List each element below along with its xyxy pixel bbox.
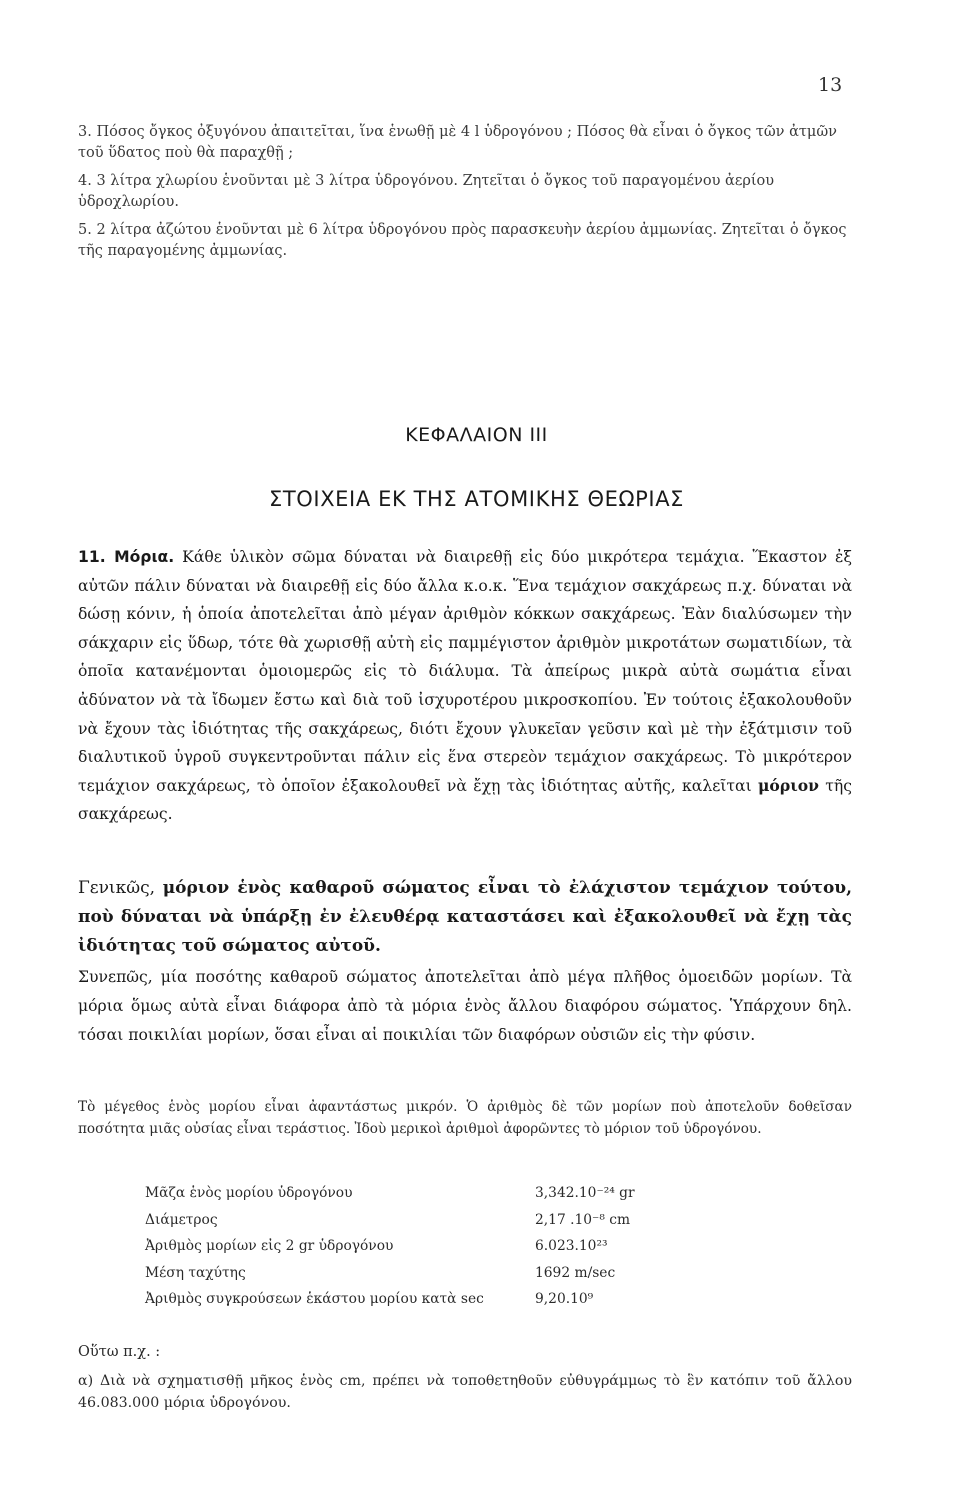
hydrogen-data-table [145, 1180, 705, 1313]
table-row [145, 1180, 705, 1207]
table-label: Ἀριθμὸς μορίων εἰς 2 gr ὑδρογόνου [145, 1238, 394, 1255]
section-text: Κάθε ὑλικὸν σῶμα δύναται νὰ διαιρεθῇ εἰς δύο μικρότερα τεμάχια. Ἕκαστον ἐξ αὐτῶν πάλιν δύναται νὰ διαιρεθῇ εἰς δύο ἄλλα κ.ο.κ. Ἕνα τεμάχιον σακχάρεως π.χ. δύναται νὰ δώσῃ κόνιν, ἡ ὁποία ἀποτελεῖται ἀπὸ μέγαν ἀριθμὸν κόκκων σακχάρεως. Ἐὰν διαλύσωμεν τὴν σάκχαριν εἰς ὕδωρ, τότε θὰ χωρισθῇ αὐτὴ εἰς παμμέγιστον ἀριθμὸν μικροτάτων σωματιδίων, τὰ ὁποῖα κατανέμονται ὁμοιομερῶς εἰς τὸ διάλυμα. Τὰ ἀπείρως μικρὰ αὐτὰ σωμάτια εἶναι ἀδύνατον νὰ τὰ ἴδωμεν ἔστω καὶ διὰ τοῦ ἰσχυροτέρου μικροσκοπίου. Ἐν τούτοις ἐξακολουθοῦν νὰ ἔχουν τὰς ἰδιότητας τῆς σακχάρεως, διότι ἔχουν γλυκεῖαν γεῦσιν καὶ μὲ τὴν ἐξάτμισιν τοῦ διαλυτικοῦ ὑγροῦ συγκεντροῦνται πάλιν εἰς ἕνα στερεὸν τεμάχιον σακχάρεως. Τὸ μικρότερον τεμάχιον σακχάρεως, τὸ ὁποῖον ἐξακολουθεῖ νὰ ἔχῃ τὰς ἰδιότητας αὐτῆς, καλεῖται [78, 548, 852, 795]
table-label: Μᾶζα ἑνὸς μορίου ὑδρογόνου [145, 1185, 353, 1202]
section-text-end: τῆς σακχάρεως. [78, 776, 852, 824]
table-label: Διάμετρος [145, 1211, 218, 1228]
table-value: 6.023.10²³ [535, 1238, 608, 1255]
table-value: 2,17 .10⁻⁸ cm [535, 1211, 631, 1228]
exercise-item: 3. Πόσος ὄγκος ὀξυγόνου ἀπαιτεῖται, ἵνα ἑνωθῇ μὲ 4 l ὑδρογόνου ; Πόσος θὰ εἶναι ὁ ὄγκος τῶν ἀτμῶν τοῦ ὕδατος ποὺ θὰ παραχθῇ ; [78, 124, 837, 161]
table-row [145, 1207, 705, 1234]
exercise-item: 5. 2 λίτρα ἀζώτου ἑνοῦνται μὲ 6 λίτρα ὑδρογόνου πρὸς παρασκευὴν ἀερίου ἀμμωνίας. Ζητεῖται ὁ ὄγκος τῆς παραγομένης ἀμμωνίας. [78, 222, 847, 259]
table-label: Μέση ταχύτης [145, 1264, 246, 1281]
table-row [145, 1286, 705, 1313]
table-row [145, 1233, 705, 1260]
example-item: α) Διὰ νὰ σχηματισθῇ μῆκος ἑνὸς cm, πρέπει νὰ τοποθετηθοῦν εὐθυγράμμως τὸ ἓν κατόπιν τοῦ ἄλλου 46.083.000 μόρια ὑδρογόνου. [78, 1373, 852, 1411]
example-label: Οὕτω π.χ. : [78, 1344, 161, 1360]
table-label: Ἀριθμὸς συγκρούσεων ἑκάστου μορίου κατὰ sec [145, 1291, 484, 1308]
section-paragraph [78, 543, 852, 829]
page-number: 13 [818, 74, 843, 96]
paragraph-molecule-variety: Συνεπῶς, μία ποσότης καθαροῦ σώματος ἀποτελεῖται ἀπὸ μέγα πλῆθος ὁμοειδῶν μορίων. Τὰ μόρια ὅμως αὐτὰ εἶναι διάφορα ἀπὸ τὰ μόρια ἑνὸς ἄλλου διαφόρου σώματος. Ὑπάρχουν δηλ. τόσαι ποικιλίαι μορίων, ὅσαι εἶναι αἱ ποικιλίαι τῶν διαφόρων οὐσιῶν εἰς τὴν φύσιν. [78, 968, 852, 1044]
definition-lead: Γενικῶς, [78, 878, 156, 898]
small-paragraph: Τὸ μέγεθος ἑνὸς μορίου εἶναι ἀφαντάστως μικρόν. Ὁ ἀριθμὸς δὲ τῶν μορίων ποὺ ἀποτελοῦν δοθεῖσαν ποσότητα μιᾶς οὐσίας εἶναι τεράστιος. Ἰδοὺ μερικοὶ ἀριθμοὶ ἀφορῶντες τὸ μόριον τοῦ ὑδρογόνου. [78, 1099, 852, 1137]
table-value: 3,342.10⁻²⁴ gr [535, 1185, 635, 1202]
bold-term: μόριον [758, 775, 819, 795]
section-heading: 11. Μόρια. [78, 548, 175, 566]
exercise-item: 4. 3 λίτρα χλωρίου ἑνοῦνται μὲ 3 λίτρα ὑδρογόνου. Ζητεῖται ὁ ὄγκος τοῦ παραγομένου ἀερίου ὑδροχλωρίου. [78, 173, 775, 210]
exercise-list [78, 122, 858, 269]
chapter-title: ΣΤΟΙΧΕΙΑ ΕΚ ΤΗΣ ΑΤΟΜΙΚΗΣ ΘΕΩΡΙΑΣ [268, 487, 685, 511]
table-value: 1692 m/sec [535, 1264, 616, 1281]
definition-paragraph [78, 874, 852, 961]
table-row [145, 1260, 705, 1287]
definition-text: μόριον ἑνὸς καθαροῦ σώματος εἶναι τὸ ἐλάχιστον τεμάχιον τούτου, ποὺ δύναται νὰ ὑπάρξῃ ἐν ἐλευθέρᾳ καταστάσει καὶ ἐξακολουθεῖ νὰ ἔχῃ τὰς ἰδιότητας τοῦ σώματος αὐτοῦ. [78, 878, 853, 956]
table-value: 9,20.10⁹ [535, 1291, 594, 1308]
chapter-label: ΚΕΦΑΛΑΙΟΝ III [405, 424, 548, 446]
